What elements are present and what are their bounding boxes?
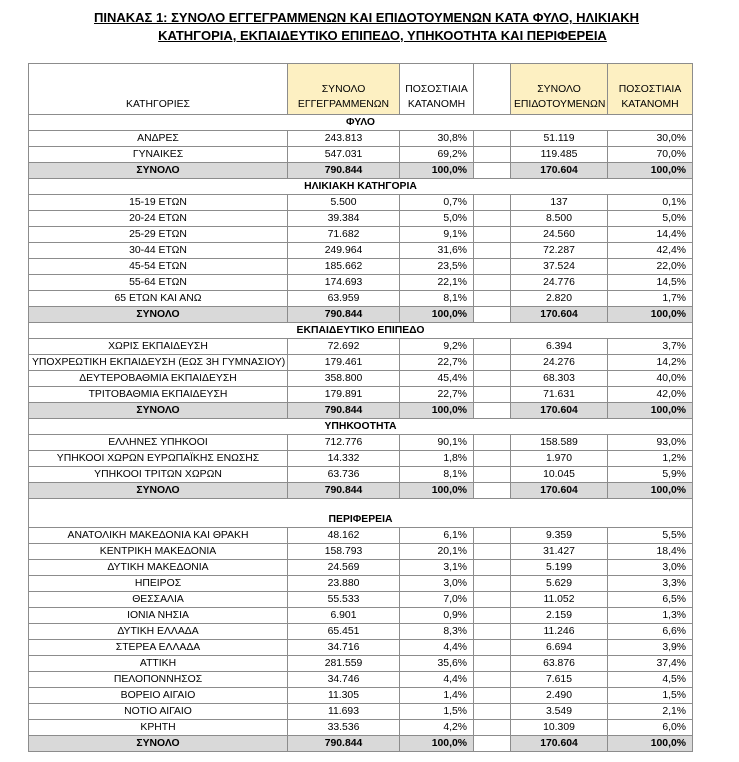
section-header-row (29, 419, 693, 435)
gap-cell (474, 227, 511, 243)
subsidized-value: 31.427 (511, 544, 608, 560)
subsidized-pct: 1,7% (608, 291, 693, 307)
table-row (29, 211, 693, 227)
subsidized-value: 2.159 (511, 608, 608, 624)
registered-value: 34.746 (288, 672, 400, 688)
table-row (29, 227, 693, 243)
registered-value: 243.813 (288, 131, 400, 147)
table-row (29, 720, 693, 736)
gap-cell (474, 656, 511, 672)
table-row (29, 243, 693, 259)
registered-pct: 3,1% (400, 560, 474, 576)
table-row (29, 259, 693, 275)
subsidized-pct: 6,6% (608, 624, 693, 640)
subsidized-value: 9.359 (511, 528, 608, 544)
total-label: ΣΥΝΟΛΟ (29, 736, 288, 752)
section-title: ΠΕΡΙΦΕΡΕΙΑ (29, 499, 693, 528)
total-row (29, 163, 693, 179)
total-subsidized-pct: 100,0% (608, 483, 693, 499)
registered-value: 158.793 (288, 544, 400, 560)
gap-cell (474, 387, 511, 403)
row-label: ΠΕΛΟΠΟΝΝΗΣΟΣ (29, 672, 288, 688)
registered-value: 24.569 (288, 560, 400, 576)
table-row (29, 688, 693, 704)
section-header-row (29, 323, 693, 339)
row-label: ΙΟΝΙΑ ΝΗΣΙΑ (29, 608, 288, 624)
subsidized-value: 3.549 (511, 704, 608, 720)
registered-pct: 22,7% (400, 387, 474, 403)
subsidized-value: 1.970 (511, 451, 608, 467)
row-label: ΑΝΔΡΕΣ (29, 131, 288, 147)
total-subsidized: 170.604 (511, 736, 608, 752)
total-registered: 790.844 (288, 483, 400, 499)
total-label: ΣΥΝΟΛΟ (29, 483, 288, 499)
row-label: ΑΤΤΙΚΗ (29, 656, 288, 672)
total-label: ΣΥΝΟΛΟ (29, 163, 288, 179)
registered-pct: 6,1% (400, 528, 474, 544)
table-row (29, 275, 693, 291)
registered-value: 33.536 (288, 720, 400, 736)
table-row (29, 467, 693, 483)
section-title: ΗΛΙΚΙΑΚΗ ΚΑΤΗΓΟΡΙΑ (29, 179, 693, 195)
gap-cell (474, 371, 511, 387)
row-label: 15-19 ΕΤΩΝ (29, 195, 288, 211)
gap-cell (474, 451, 511, 467)
registered-value: 11.693 (288, 704, 400, 720)
subsidized-value: 10.045 (511, 467, 608, 483)
subsidized-pct: 5,5% (608, 528, 693, 544)
registered-pct: 1,8% (400, 451, 474, 467)
table-row (29, 624, 693, 640)
total-subsidized-pct: 100,0% (608, 163, 693, 179)
subsidized-pct: 1,5% (608, 688, 693, 704)
table-row (29, 131, 693, 147)
gap-cell (474, 608, 511, 624)
row-label: ΗΠΕΙΡΟΣ (29, 576, 288, 592)
registered-pct: 8,1% (400, 467, 474, 483)
registered-pct: 31,6% (400, 243, 474, 259)
subsidized-pct: 1,3% (608, 608, 693, 624)
row-label: 25-29 ΕΤΩΝ (29, 227, 288, 243)
subsidized-value: 2.490 (511, 688, 608, 704)
total-label: ΣΥΝΟΛΟ (29, 403, 288, 419)
total-subsidized-pct: 100,0% (608, 403, 693, 419)
row-label: ΣΤΕΡΕΑ ΕΛΛΑΔΑ (29, 640, 288, 656)
registered-pct: 9,2% (400, 339, 474, 355)
total-row (29, 483, 693, 499)
table-body (29, 115, 693, 752)
registered-pct: 4,2% (400, 720, 474, 736)
table-row (29, 291, 693, 307)
gap-cell (474, 163, 511, 179)
gap-cell (474, 688, 511, 704)
subsidized-value: 51.119 (511, 131, 608, 147)
subsidized-pct: 4,5% (608, 672, 693, 688)
subsidized-value: 8.500 (511, 211, 608, 227)
registered-pct: 35,6% (400, 656, 474, 672)
gap-cell (474, 147, 511, 163)
gap-cell (474, 307, 511, 323)
table-row (29, 371, 693, 387)
registered-value: 547.031 (288, 147, 400, 163)
registered-value: 712.776 (288, 435, 400, 451)
registered-value: 6.901 (288, 608, 400, 624)
total-subsidized: 170.604 (511, 483, 608, 499)
subsidized-value: 71.631 (511, 387, 608, 403)
total-registered: 790.844 (288, 736, 400, 752)
table-row (29, 451, 693, 467)
registered-value: 249.964 (288, 243, 400, 259)
subsidized-value: 68.303 (511, 371, 608, 387)
subsidized-pct: 2,1% (608, 704, 693, 720)
registered-value: 34.716 (288, 640, 400, 656)
subsidized-pct: 14,2% (608, 355, 693, 371)
row-label: ΘΕΣΣΑΛΙΑ (29, 592, 288, 608)
row-label: ΕΛΛΗΝΕΣ ΥΠΗΚΟΟΙ (29, 435, 288, 451)
subsidized-pct: 30,0% (608, 131, 693, 147)
row-label: 55-64 ΕΤΩΝ (29, 275, 288, 291)
registered-pct: 5,0% (400, 211, 474, 227)
header-registered-pct: ΠΟΣΟΣΤΙΑΙΑ ΚΑΤΑΝΟΜΗ (400, 64, 474, 115)
total-row (29, 307, 693, 323)
gap-cell (474, 736, 511, 752)
table-row (29, 576, 693, 592)
registered-value: 72.692 (288, 339, 400, 355)
subsidized-value: 11.052 (511, 592, 608, 608)
total-subsidized: 170.604 (511, 163, 608, 179)
subsidized-value: 24.776 (511, 275, 608, 291)
subsidized-pct: 22,0% (608, 259, 693, 275)
subsidized-pct: 14,5% (608, 275, 693, 291)
registered-pct: 45,4% (400, 371, 474, 387)
gap-cell (474, 640, 511, 656)
statistics-table (28, 63, 693, 752)
registered-pct: 8,1% (400, 291, 474, 307)
gap-cell (474, 275, 511, 291)
subsidized-pct: 5,9% (608, 467, 693, 483)
gap-cell (474, 467, 511, 483)
registered-pct: 0,7% (400, 195, 474, 211)
row-label: ΥΠΟΧΡΕΩΤΙΚΗ ΕΚΠΑΙΔΕΥΣΗ (ΕΩΣ 3Η ΓΥΜΝΑΣΙΟΥ) (29, 355, 288, 371)
row-label: ΓΥΝΑΙΚΕΣ (29, 147, 288, 163)
section-title: ΦΥΛΟ (29, 115, 693, 131)
subsidized-value: 5.629 (511, 576, 608, 592)
gap-cell (474, 560, 511, 576)
subsidized-pct: 18,4% (608, 544, 693, 560)
registered-value: 281.559 (288, 656, 400, 672)
row-label: ΥΠΗΚΟΟΙ ΤΡΙΤΩΝ ΧΩΡΩΝ (29, 467, 288, 483)
registered-value: 5.500 (288, 195, 400, 211)
table-row (29, 387, 693, 403)
subsidized-value: 63.876 (511, 656, 608, 672)
subsidized-value: 158.589 (511, 435, 608, 451)
row-label: 30-44 ΕΤΩΝ (29, 243, 288, 259)
registered-value: 63.959 (288, 291, 400, 307)
total-registered-pct: 100,0% (400, 307, 474, 323)
subsidized-value: 24.560 (511, 227, 608, 243)
row-label: ΔΥΤΙΚΗ ΕΛΛΑΔΑ (29, 624, 288, 640)
registered-value: 39.384 (288, 211, 400, 227)
total-registered: 790.844 (288, 163, 400, 179)
row-label: ΚΡΗΤΗ (29, 720, 288, 736)
total-label: ΣΥΝΟΛΟ (29, 307, 288, 323)
table-row (29, 608, 693, 624)
table-row (29, 592, 693, 608)
table-row (29, 528, 693, 544)
subsidized-pct: 42,0% (608, 387, 693, 403)
table-row (29, 355, 693, 371)
gap-cell (474, 624, 511, 640)
section-title: ΥΠΗΚΟΟΤΗΤΑ (29, 419, 693, 435)
table-row (29, 640, 693, 656)
row-label: ΧΩΡΙΣ ΕΚΠΑΙΔΕΥΣΗ (29, 339, 288, 355)
row-label: ΑΝΑΤΟΛΙΚΗ ΜΑΚΕΔΟΝΙΑ ΚΑΙ ΘΡΑΚΗ (29, 528, 288, 544)
registered-value: 14.332 (288, 451, 400, 467)
subsidized-pct: 40,0% (608, 371, 693, 387)
subsidized-value: 37.524 (511, 259, 608, 275)
gap-cell (474, 339, 511, 355)
registered-pct: 30,8% (400, 131, 474, 147)
subsidized-pct: 3,0% (608, 560, 693, 576)
row-label: ΚΕΝΤΡΙΚΗ ΜΑΚΕΔΟΝΙΑ (29, 544, 288, 560)
total-subsidized: 170.604 (511, 307, 608, 323)
registered-pct: 4,4% (400, 640, 474, 656)
gap-cell (474, 195, 511, 211)
registered-pct: 9,1% (400, 227, 474, 243)
registered-value: 71.682 (288, 227, 400, 243)
gap-cell (474, 211, 511, 227)
gap-cell (474, 259, 511, 275)
subsidized-pct: 0,1% (608, 195, 693, 211)
gap-cell (474, 704, 511, 720)
table-row (29, 339, 693, 355)
section-header-row (29, 115, 693, 131)
header-subsidized-pct: ΠΟΣΟΣΤΙΑΙΑ ΚΑΤΑΝΟΜΗ (608, 64, 693, 115)
registered-value: 11.305 (288, 688, 400, 704)
registered-value: 358.800 (288, 371, 400, 387)
registered-value: 23.880 (288, 576, 400, 592)
section-title: ΕΚΠΑΙΔΕΥΤΙΚΟ ΕΠΙΠΕΔΟ (29, 323, 693, 339)
table-row (29, 147, 693, 163)
registered-pct: 22,7% (400, 355, 474, 371)
row-label: 20-24 ΕΤΩΝ (29, 211, 288, 227)
total-row (29, 403, 693, 419)
total-registered-pct: 100,0% (400, 483, 474, 499)
total-registered-pct: 100,0% (400, 736, 474, 752)
gap-cell (474, 576, 511, 592)
gap-cell (474, 592, 511, 608)
gap-cell (474, 403, 511, 419)
gap-cell (474, 243, 511, 259)
registered-pct: 8,3% (400, 624, 474, 640)
table-row (29, 195, 693, 211)
registered-pct: 3,0% (400, 576, 474, 592)
table-row (29, 435, 693, 451)
registered-pct: 90,1% (400, 435, 474, 451)
subsidized-pct: 5,0% (608, 211, 693, 227)
gap-cell (474, 435, 511, 451)
registered-pct: 4,4% (400, 672, 474, 688)
subsidized-pct: 70,0% (608, 147, 693, 163)
total-registered: 790.844 (288, 307, 400, 323)
header-categories: ΚΑΤΗΓΟΡΙΕΣ (29, 64, 288, 115)
total-subsidized: 170.604 (511, 403, 608, 419)
table-row (29, 560, 693, 576)
gap-cell (474, 483, 511, 499)
subsidized-pct: 6,0% (608, 720, 693, 736)
header-row (29, 64, 693, 115)
total-subsidized-pct: 100,0% (608, 307, 693, 323)
registered-value: 63.736 (288, 467, 400, 483)
gap-cell (474, 672, 511, 688)
gap-cell (474, 528, 511, 544)
subsidized-value: 137 (511, 195, 608, 211)
total-registered-pct: 100,0% (400, 163, 474, 179)
registered-value: 48.162 (288, 528, 400, 544)
registered-value: 179.891 (288, 387, 400, 403)
gap-cell (474, 291, 511, 307)
table-row (29, 672, 693, 688)
section-header-row (29, 179, 693, 195)
registered-pct: 23,5% (400, 259, 474, 275)
registered-pct: 0,9% (400, 608, 474, 624)
row-label: ΔΕΥΤΕΡΟΒΑΘΜΙΑ ΕΚΠΑΙΔΕΥΣΗ (29, 371, 288, 387)
registered-value: 174.693 (288, 275, 400, 291)
subsidized-value: 24.276 (511, 355, 608, 371)
subsidized-value: 6.394 (511, 339, 608, 355)
row-label: 65 ΕΤΩΝ ΚΑΙ ΑΝΩ (29, 291, 288, 307)
gap-cell (474, 720, 511, 736)
row-label: ΒΟΡΕΙΟ ΑΙΓΑΙΟ (29, 688, 288, 704)
header-registered: ΣΥΝΟΛΟ ΕΓΓΕΓΡΑΜΜΕΝΩΝ (288, 64, 400, 115)
subsidized-pct: 3,7% (608, 339, 693, 355)
registered-value: 185.662 (288, 259, 400, 275)
subsidized-value: 5.199 (511, 560, 608, 576)
total-row (29, 736, 693, 752)
total-subsidized-pct: 100,0% (608, 736, 693, 752)
subsidized-pct: 3,3% (608, 576, 693, 592)
row-label: ΝΟΤΙΟ ΑΙΓΑΙΟ (29, 704, 288, 720)
gap-cell (474, 131, 511, 147)
row-label: 45-54 ΕΤΩΝ (29, 259, 288, 275)
section-header-row (29, 499, 693, 528)
registered-pct: 1,4% (400, 688, 474, 704)
registered-pct: 1,5% (400, 704, 474, 720)
registered-value: 55.533 (288, 592, 400, 608)
table-row (29, 656, 693, 672)
registered-pct: 7,0% (400, 592, 474, 608)
table-row (29, 544, 693, 560)
subsidized-pct: 37,4% (608, 656, 693, 672)
subsidized-value: 11.246 (511, 624, 608, 640)
registered-pct: 22,1% (400, 275, 474, 291)
subsidized-pct: 6,5% (608, 592, 693, 608)
gap-cell (474, 544, 511, 560)
subsidized-value: 6.694 (511, 640, 608, 656)
subsidized-pct: 93,0% (608, 435, 693, 451)
header-gap (474, 64, 511, 115)
subsidized-value: 10.309 (511, 720, 608, 736)
table-row (29, 704, 693, 720)
registered-value: 179.461 (288, 355, 400, 371)
title-line-2: ΚΑΤΗΓΟΡΙΑ, ΕΚΠΑΙΔΕΥΤΙΚΟ ΕΠΙΠΕΔΟ, ΥΠΗΚΟΟΤΗΤΑ ΚΑΙ ΠΕΡΙΦΕΡΕΙΑ (158, 28, 607, 43)
subsidized-pct: 1,2% (608, 451, 693, 467)
row-label: ΥΠΗΚΟΟΙ ΧΩΡΩΝ ΕΥΡΩΠΑΪΚΗΣ ΕΝΩΣΗΣ (29, 451, 288, 467)
registered-pct: 20,1% (400, 544, 474, 560)
subsidized-pct: 3,9% (608, 640, 693, 656)
title-line-1: ΠΙΝΑΚΑΣ 1: ΣΥΝΟΛΟ ΕΓΓΕΓΡΑΜΜΕΝΩΝ ΚΑΙ ΕΠΙΔΟΤΟΥΜΕΝΩΝ ΚΑΤΑ ΦΥΛΟ, ΗΛΙΚΙΑΚΗ (93, 10, 639, 25)
table-title (0, 9, 739, 45)
registered-value: 65.451 (288, 624, 400, 640)
total-registered-pct: 100,0% (400, 403, 474, 419)
subsidized-value: 119.485 (511, 147, 608, 163)
subsidized-pct: 42,4% (608, 243, 693, 259)
row-label: ΔΥΤΙΚΗ ΜΑΚΕΔΟΝΙΑ (29, 560, 288, 576)
registered-pct: 69,2% (400, 147, 474, 163)
total-registered: 790.844 (288, 403, 400, 419)
subsidized-value: 7.615 (511, 672, 608, 688)
header-subsidized: ΣΥΝΟΛΟ ΕΠΙΔΟΤΟΥΜΕΝΩΝ (511, 64, 608, 115)
subsidized-value: 72.287 (511, 243, 608, 259)
gap-cell (474, 355, 511, 371)
subsidized-value: 2.820 (511, 291, 608, 307)
row-label: ΤΡΙΤΟΒΑΘΜΙΑ ΕΚΠΑΙΔΕΥΣΗ (29, 387, 288, 403)
subsidized-pct: 14,4% (608, 227, 693, 243)
